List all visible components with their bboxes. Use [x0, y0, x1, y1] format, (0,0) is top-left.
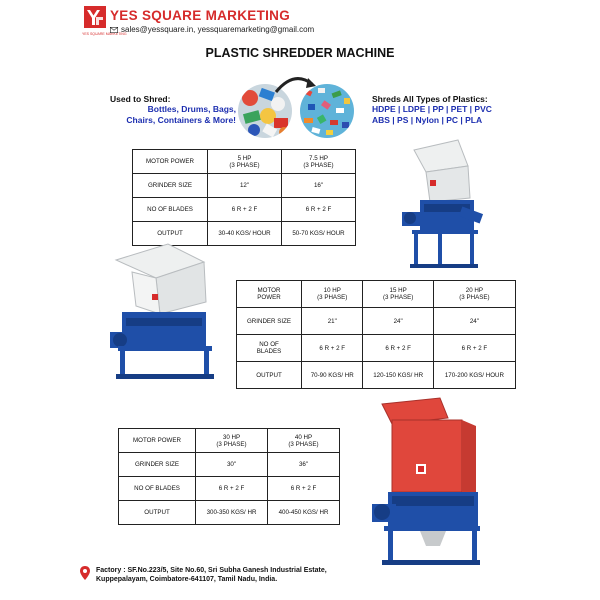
plastic-types-line: ABS | PS | Nylon | PC | PLA	[372, 115, 483, 125]
spec-label-cell: NO OF BLADES	[119, 477, 196, 501]
spec-label-cell: NO OF BLADES	[133, 198, 208, 222]
spec-label-cell: GRINDER SIZE	[133, 174, 208, 198]
spec-value-cell: 30"	[196, 453, 268, 477]
table-row	[119, 453, 340, 477]
used-to-shred-heading: Used to Shred:	[110, 94, 171, 104]
spec-value-cell: 300-350 KGS/ HR	[196, 501, 268, 525]
spec-value-cell: 21"	[302, 308, 363, 335]
spec-value-cell: 15 HP (3 PHASE)	[363, 281, 433, 308]
spec-value-cell: 6 R + 2 F	[196, 477, 268, 501]
used-to-shred-list	[106, 104, 236, 126]
spec-value-cell: 36"	[268, 453, 340, 477]
location-pin-icon	[80, 566, 90, 580]
spec-value-cell: 400-450 KGS/ HR	[268, 501, 340, 525]
spec-label-cell: OUTPUT	[119, 501, 196, 525]
table-row	[119, 477, 340, 501]
spec-value-cell: 30 HP (3 PHASE)	[196, 429, 268, 453]
spec-label-cell: OUTPUT	[133, 222, 208, 246]
spec-value-cell: 70-90 KGS/ HR	[302, 362, 363, 389]
spec-value-cell: 120-150 KGS/ HR	[363, 362, 433, 389]
spec-label-cell: GRINDER SIZE	[119, 453, 196, 477]
spec-table-large	[118, 428, 340, 525]
table-row	[237, 308, 516, 335]
spec-value-cell: 6 R + 2 F	[208, 198, 282, 222]
spec-label-cell: MOTOR POWER	[133, 150, 208, 174]
spec-label-cell: GRINDER SIZE	[237, 308, 302, 335]
spec-value-cell: 6 R + 2 F	[363, 335, 433, 362]
page-title: PLASTIC SHREDDER MACHINE	[205, 46, 395, 60]
spec-value-cell: 6 R + 2 F	[302, 335, 363, 362]
ys-logo-icon	[84, 6, 106, 32]
used-to-shred-line: Bottles, Drums, Bags,	[147, 104, 236, 114]
spec-value-cell: 5 HP (3 PHASE)	[208, 150, 282, 174]
spec-label-cell: MOTOR POWER	[237, 281, 302, 308]
spec-table-medium	[236, 280, 516, 389]
shredder-machine-large-image	[368, 396, 484, 568]
plastic-flakes-image	[300, 84, 354, 138]
spec-table-small	[132, 149, 356, 246]
spec-value-cell: 40 HP (3 PHASE)	[268, 429, 340, 453]
used-to-shred-line: Chairs, Containers & More!	[126, 115, 236, 125]
spec-value-cell: 6 R + 2 F	[282, 198, 356, 222]
spec-value-cell: 170-200 KGS/ HOUR	[433, 362, 515, 389]
spec-value-cell: 7.5 HP (3 PHASE)	[282, 150, 356, 174]
spec-value-cell: 16"	[282, 174, 356, 198]
table-row	[133, 198, 356, 222]
spec-value-cell: 24"	[433, 308, 515, 335]
table-row	[119, 501, 340, 525]
spec-label-cell: OUTPUT	[237, 362, 302, 389]
spec-label-cell: MOTOR POWER	[119, 429, 196, 453]
brand-name: YES SQUARE MARKETING	[110, 8, 291, 23]
logo-tagline: YES SQUARE MARKETING	[82, 32, 127, 36]
email-text: sales@yessquare.in, yessquaremarketing@gmail.com	[121, 25, 315, 34]
spec-value-cell: 6 R + 2 F	[433, 335, 515, 362]
table-row	[133, 150, 356, 174]
envelope-icon	[110, 27, 118, 33]
spec-value-cell: 6 R + 2 F	[268, 477, 340, 501]
spec-value-cell: 50-70 KGS/ HOUR	[282, 222, 356, 246]
factory-address: Factory : SF.No.223/5, Site No.60, Sri Subha Ganesh Industrial Estate, Kuppepalayam, Coimbatore-641107, Tamil Nadu, India.	[96, 567, 327, 583]
table-row	[237, 335, 516, 362]
spec-value-cell: 24"	[363, 308, 433, 335]
table-row	[119, 429, 340, 453]
spec-label-cell: NO OF BLADES	[237, 335, 302, 362]
shredder-machine-small-image	[396, 138, 486, 272]
spec-value-cell: 30-40 KGS/ HOUR	[208, 222, 282, 246]
plastic-types-heading: Shreds All Types of Plastics:	[372, 94, 488, 104]
spec-value-cell: 10 HP (3 PHASE)	[302, 281, 363, 308]
spec-value-cell: 12"	[208, 174, 282, 198]
table-row	[237, 281, 516, 308]
email-row	[110, 25, 314, 34]
table-row	[133, 174, 356, 198]
shredder-machine-medium-image	[108, 242, 220, 382]
table-row	[237, 362, 516, 389]
plastic-types-line: HDPE | LDPE | PP | PET | PVC	[372, 104, 492, 114]
spec-value-cell: 20 HP (3 PHASE)	[433, 281, 515, 308]
